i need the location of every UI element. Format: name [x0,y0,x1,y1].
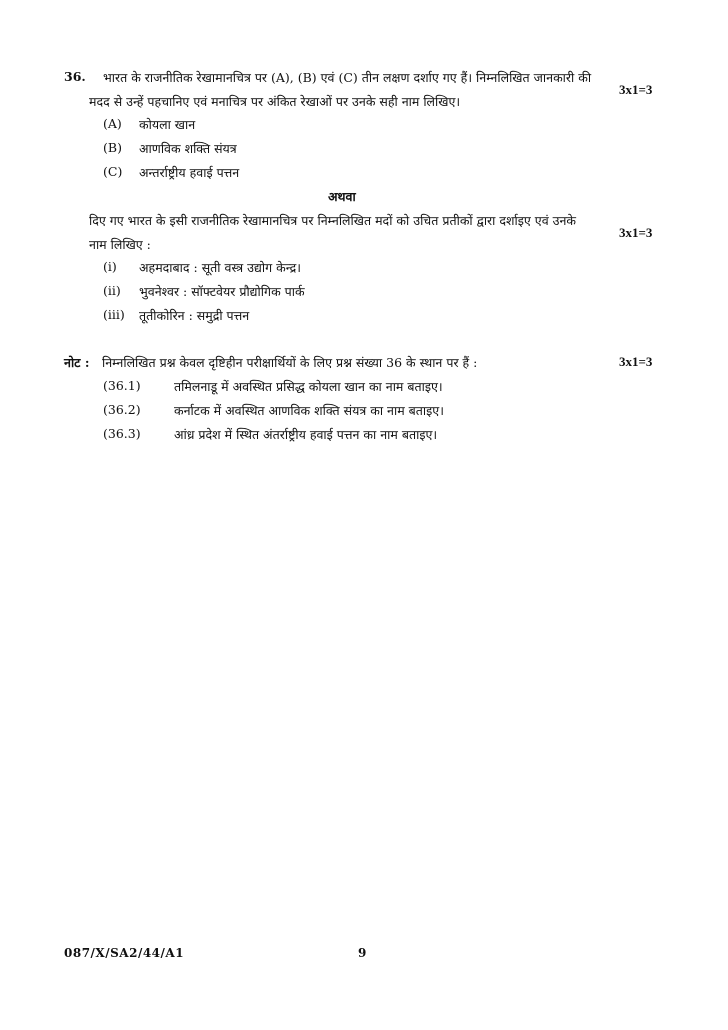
page-number: 9 [358,946,367,960]
or-separator: अथवा [328,189,356,204]
alternative-text-line2: नाम लिखिए : [89,237,151,252]
alt-item-label-iii: (iii) [103,307,125,322]
note-item-text: कर्नाटक में अवस्थित आणविक शक्ति संयत्र का नाम बताइए। [174,403,444,418]
question-number: 36. [64,69,86,84]
alt-item-label-ii: (ii) [103,283,121,298]
note-item-label: (36.2) [103,402,141,417]
option-label-b: (B) [103,140,122,155]
question-text-line1: भारत के राजनीतिक रेखामानचित्र पर (A), (B) एवं (C) तीन लक्षण दर्शाए गए हैं। निम्नलिखित जानकारी की [103,70,592,85]
alternative-text-line1: दिए गए भारत के इसी राजनीतिक रेखामानचित्र पर निम्नलिखित मदों को उचित प्रतीकों द्वारा दर्शाइए एवं उनके [89,213,577,228]
question-text-line2: मदद से उन्हें पहचानिए एवं मनाचित्र पर अंकित रेखाओं पर उनके सही नाम लिखिए। [89,94,461,109]
option-label-a: (A) [103,116,122,131]
note-text: निम्नलिखित प्रश्न केवल दृष्टिहीन परीक्षार्थियों के लिए प्रश्न संख्या 36 के स्थान पर हैं : [102,355,478,370]
note-item-label: (36.1) [103,378,141,393]
alt-item-label-i: (i) [103,259,117,274]
note-label: नोट : [64,355,90,370]
option-text-a: कोयला खान [139,117,196,132]
alt-item-text-iii: तूतीकोरिन : समुद्री पत्तन [139,308,250,323]
alt-item-text-ii: भुवनेश्वर : सॉफ्टवेयर प्रौद्योगिक पार्क [139,284,305,299]
alt-item-text-i: अहमदाबाद : सूती वस्त्र उद्योग केन्द्र। [139,260,301,275]
paper-code: 087/X/SA2/44/A1 [64,946,185,960]
option-text-c: अन्तर्राष्ट्रीय हवाई पत्तन [139,165,240,180]
alternative-marks: 3x1=3 [619,225,653,240]
question-marks: 3x1=3 [619,82,653,97]
note-marks: 3x1=3 [619,354,653,369]
note-item-text: आंध्र प्रदेश में स्थित अंतर्राष्ट्रीय हवाई पत्तन का नाम बताइए। [174,427,438,442]
option-label-c: (C) [103,164,123,179]
note-item-text: तमिलनाडू में अवस्थित प्रसिद्ध कोयला खान का नाम बताइए। [174,379,443,394]
option-text-b: आणविक शक्ति संयत्र [139,141,237,156]
note-item-label: (36.3) [103,426,141,441]
